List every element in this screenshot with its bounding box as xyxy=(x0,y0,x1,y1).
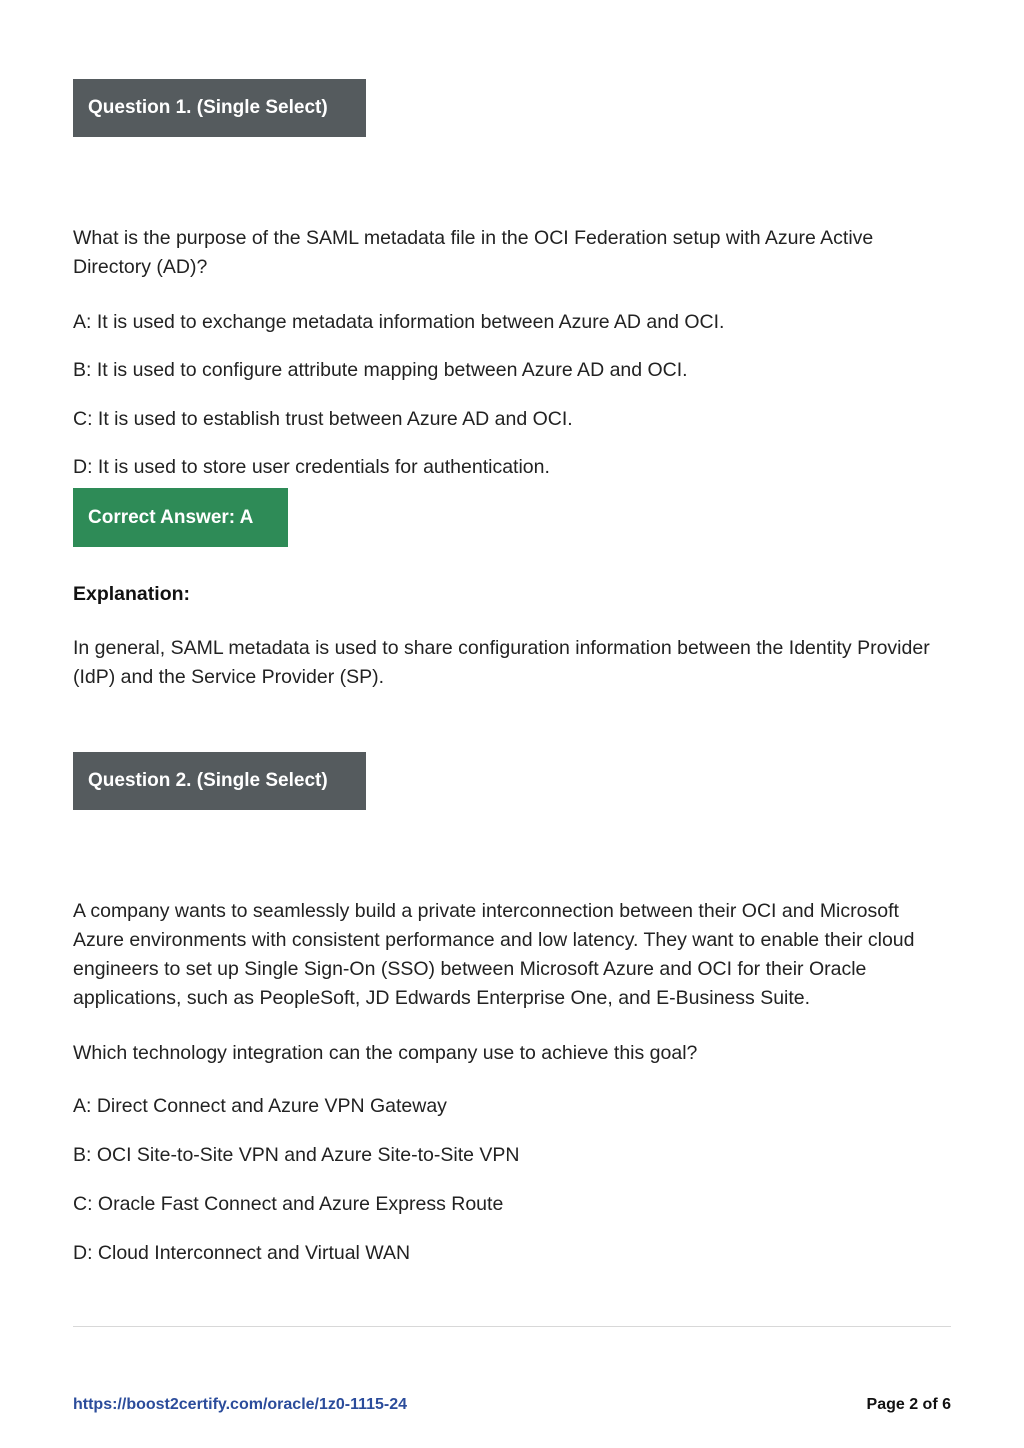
question-1-prompt: What is the purpose of the SAML metadata file in the OCI Federation setup with Azure Active Directory (AD)? xyxy=(73,227,874,278)
question-1-option-c: C: It is used to establish trust between Azure AD and OCI. xyxy=(73,408,573,430)
question-1-option-d: D: It is used to store user credentials for authentication. xyxy=(73,456,550,478)
question-2-question: Which technology integration can the company use to achieve this goal? xyxy=(73,1042,698,1064)
question-2-option-a: A: Direct Connect and Azure VPN Gateway xyxy=(73,1095,447,1117)
question-2-header: Question 2. (Single Select) xyxy=(73,752,366,810)
question-1-option-a: A: It is used to exchange metadata information between Azure AD and OCI. xyxy=(73,311,725,333)
footer-url-link[interactable]: https://boost2certify.com/oracle/1z0-1115-24 xyxy=(73,1396,408,1413)
question-1-option-b: B: It is used to configure attribute mapping between Azure AD and OCI. xyxy=(73,359,688,381)
explanation-label: Explanation: xyxy=(73,583,191,605)
footer-divider xyxy=(73,1326,951,1327)
page-number: Page 2 of 6 xyxy=(866,1396,951,1413)
explanation-text: In general, SAML metadata is used to share configuration information between the Identity Provider (IdP) and the Service Provider (SP). xyxy=(73,637,930,688)
question-1-header: Question 1. (Single Select) xyxy=(73,79,366,137)
correct-answer-badge: Correct Answer: A xyxy=(73,488,288,547)
question-2-prompt: A company wants to seamlessly build a private interconnection between their OCI and Microsoft Azure environments with consistent performance and low latency. They want to enable their cloud engineers to set up Single Sign-On (SSO) between Microsoft Azure and OCI for their Oracle applications, such as PeopleSoft, JD Edwards Enterprise One, and E-Business Suite. xyxy=(73,900,915,1009)
question-2-option-b: B: OCI Site-to-Site VPN and Azure Site-to-Site VPN xyxy=(73,1144,520,1166)
question-2-option-c: C: Oracle Fast Connect and Azure Express Route xyxy=(73,1193,504,1215)
question-2-option-d: D: Cloud Interconnect and Virtual WAN xyxy=(73,1242,411,1264)
